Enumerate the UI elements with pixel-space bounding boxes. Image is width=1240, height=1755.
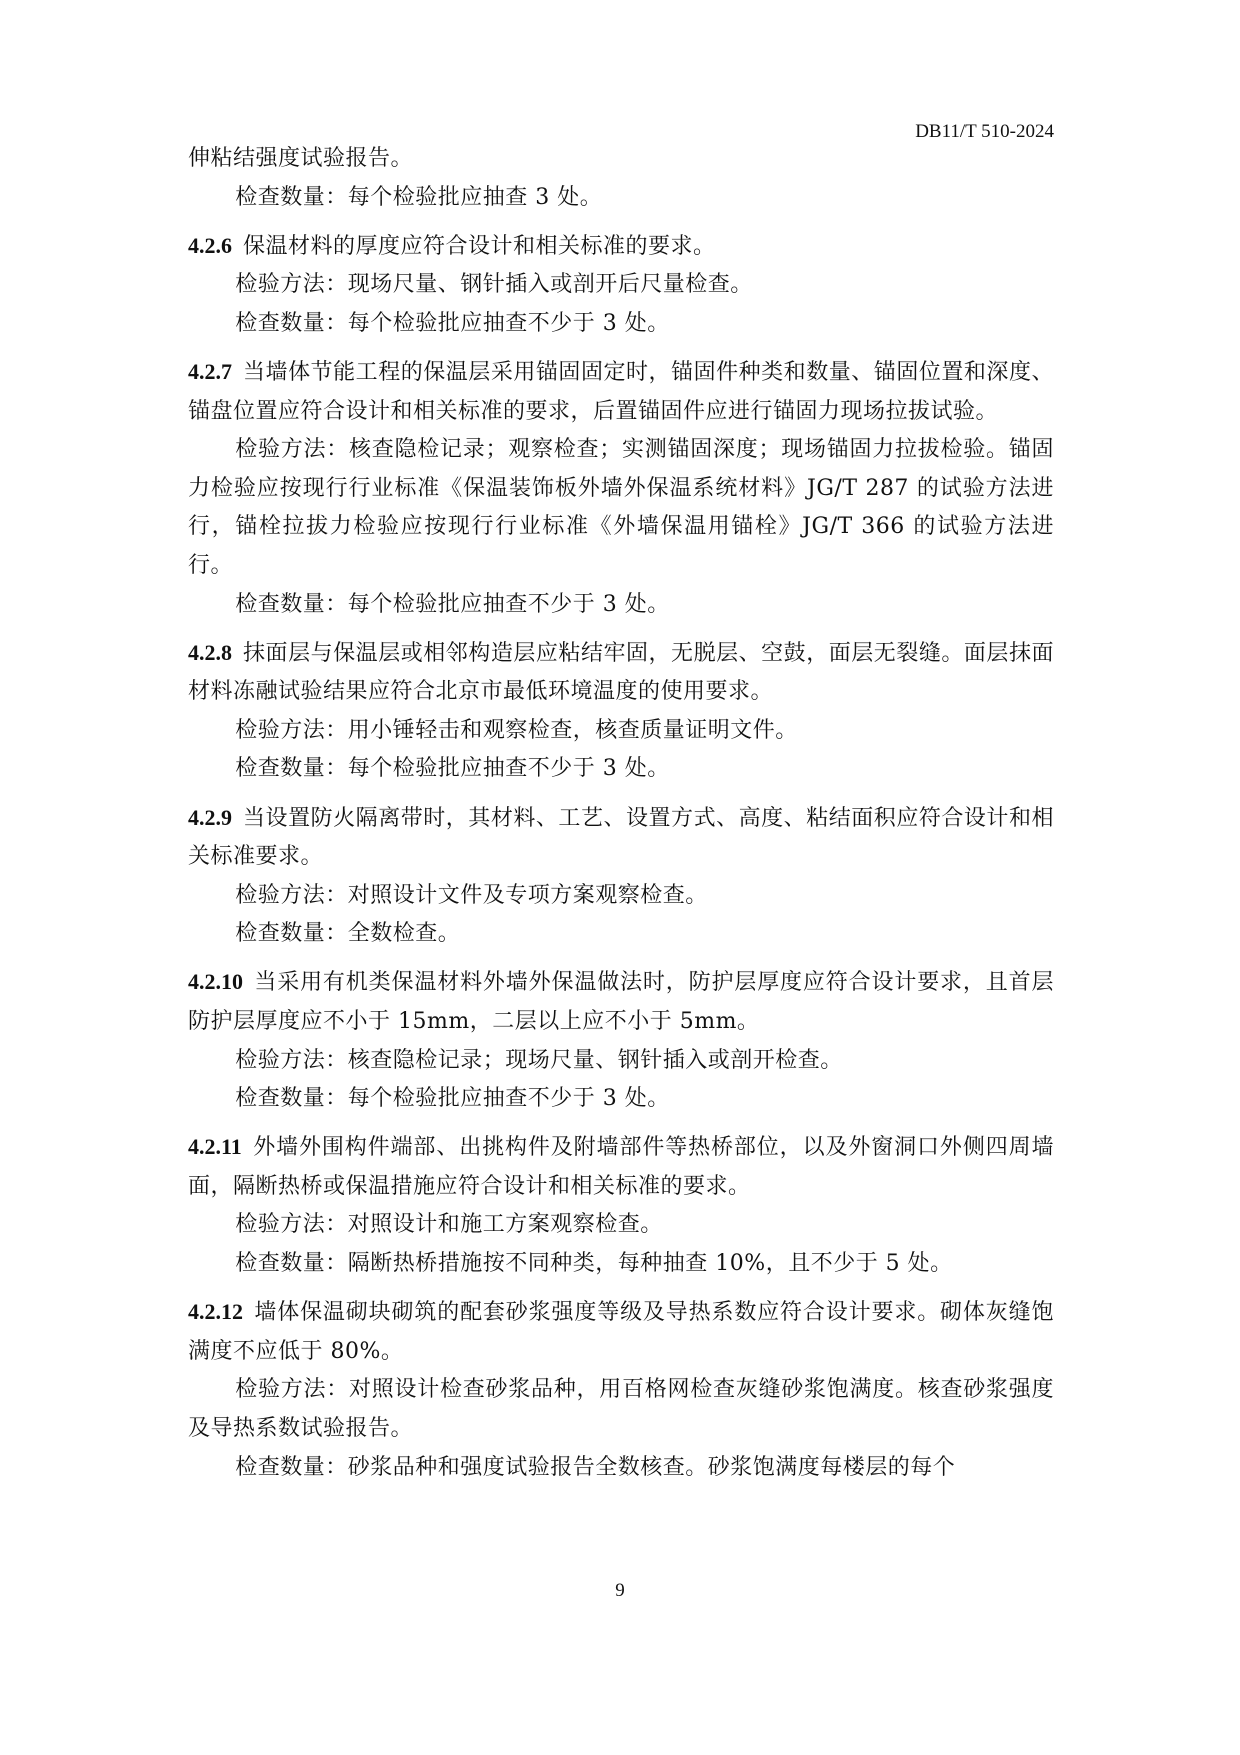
inspection-method: 检验方法：对照设计和施工方案观察检查。 (235, 1212, 663, 1238)
clause-number: 4.2.11 (188, 1134, 242, 1160)
clause-4-2-9 (188, 799, 1054, 954)
clause-number: 4.2.8 (188, 639, 232, 665)
clause-text: 当设置防火隔离带时，其材料、工艺、设置方式、高度、粘结面积应符合设计和相关标准要求。 (188, 805, 1054, 870)
clause-text: 外墙外围构件端部、出挑构件及附墙部件等热桥部位，以及外窗洞口外侧四周墙面，隔断热桥或保温措施应符合设计和相关标准的要求。 (188, 1135, 1054, 1199)
clause-number: 4.2.12 (188, 1299, 243, 1325)
inspection-method: 检验方法：核查隐检记录；观察检查；实测锚固深度；现场锚固力拉拔检验。锚固力检验应按现行行业标准《保温装饰板外墙外保温系统材料》JG/T 287 的试验方法进行，锚栓拉拔力检验应按现行行业标准《外墙保温用锚栓》JG/T 366 的试验方法进行。 (188, 437, 1054, 578)
clause-4-2-6 (188, 227, 1054, 344)
clause-text: 当墙体节能工程的保温层采用锚固固定时，锚固件种类和数量、锚固位置和深度、锚盘位置应符合设计和相关标准的要求，后置锚固件应进行锚固力现场拉拔试验。 (188, 359, 1054, 424)
clause-text: 墙体保温砌块砌筑的配套砂浆强度等级及导热系数应符合设计要求。砌体灰缝饱满度不应低于 80%。 (188, 1300, 1054, 1364)
paragraph-text: 伸粘结强度试验报告。 (188, 146, 414, 171)
continued-section (188, 140, 1054, 217)
clause-text: 当采用有机类保温材料外墙外保温做法时，防护层厚度应符合设计要求，且首层防护层厚度应不小于 15mm，二层以上应不小于 5mm。 (188, 970, 1054, 1034)
document-code: DB11/T 510-2024 (915, 121, 1054, 142)
inspection-quantity: 检查数量：全数检查。 (235, 921, 461, 947)
clause-number: 4.2.10 (188, 969, 243, 995)
clause-4-2-8 (188, 634, 1054, 789)
inspection-method: 检验方法：现场尺量、钢针插入或剖开后尺量检查。 (235, 272, 753, 298)
clause-text: 抹面层与保温层或相邻构造层应粘结牢固，无脱层、空鼓，面层无裂缝。面层抹面材料冻融试验结果应符合北京市最低环境温度的使用要求。 (188, 640, 1054, 705)
clause-4-2-12 (188, 1293, 1054, 1487)
inspection-method: 检验方法：用小锤轻击和观察检查，核查质量证明文件。 (235, 717, 798, 743)
page-number: 9 (615, 1580, 625, 1601)
clause-4-2-10 (188, 963, 1054, 1118)
page-body (188, 140, 1054, 1487)
inspection-quantity: 检查数量：每个检验批应抽查不少于 3 处。 (235, 756, 670, 782)
clause-4-2-11 (188, 1128, 1054, 1283)
inspection-quantity: 检查数量：隔断热桥措施按不同种类，每种抽查 10%，且不少于 5 处。 (235, 1251, 953, 1277)
inspection-method: 检验方法：核查隐检记录；现场尺量、钢针插入或剖开检查。 (235, 1047, 843, 1073)
inspection-quantity: 检查数量：每个检验批应抽查 3 处。 (235, 184, 603, 210)
clause-4-2-7 (188, 353, 1054, 624)
clause-number: 4.2.9 (188, 804, 232, 830)
clause-number: 4.2.7 (188, 358, 232, 384)
inspection-quantity: 检查数量：每个检验批应抽查不少于 3 处。 (235, 310, 670, 336)
clause-number: 4.2.6 (188, 232, 232, 258)
inspection-method: 检验方法：对照设计文件及专项方案观察检查。 (235, 882, 708, 908)
inspection-quantity: 检查数量：每个检验批应抽查不少于 3 处。 (235, 591, 670, 617)
clause-text: 保温材料的厚度应符合设计和相关标准的要求。 (243, 233, 716, 259)
inspection-method: 检验方法：对照设计检查砂浆品种，用百格网检查灰缝砂浆饱满度。核查砂浆强度及导热系数试验报告。 (188, 1377, 1054, 1441)
inspection-quantity: 检查数量：每个检验批应抽查不少于 3 处。 (235, 1086, 670, 1112)
inspection-quantity: 检查数量：砂浆品种和强度试验报告全数核查。砂浆饱满度每楼层的每个 (235, 1454, 956, 1480)
